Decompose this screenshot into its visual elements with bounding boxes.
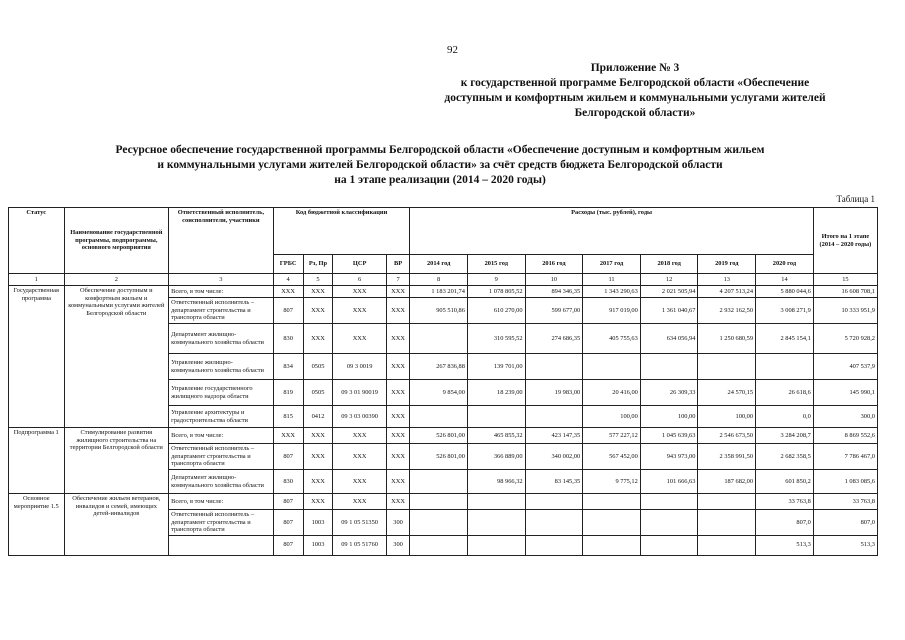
cell-y2018: 2 021 505,94 bbox=[640, 286, 698, 298]
cell-csr: XXX bbox=[333, 444, 386, 470]
table-row bbox=[9, 494, 878, 510]
cell-y2020: 601 850,2 bbox=[756, 470, 814, 494]
row-executor: Управление жилищно-коммунального хозяйства области bbox=[169, 354, 274, 380]
cell-y2018 bbox=[640, 535, 698, 555]
cell-y2016 bbox=[525, 406, 583, 428]
cell-y2019 bbox=[698, 354, 756, 380]
cell-rzpr: 1003 bbox=[303, 510, 333, 536]
cell-y2015: 98 966,32 bbox=[467, 470, 525, 494]
cell-y2014: 1 183 201,74 bbox=[410, 286, 468, 298]
cell-vr: XXX bbox=[386, 444, 410, 470]
cell-csr: XXX bbox=[333, 324, 386, 354]
cell-vr: XXX bbox=[386, 324, 410, 354]
cell-y2018: 1 361 040,67 bbox=[640, 298, 698, 324]
cell-y2015: 1 078 805,52 bbox=[467, 286, 525, 298]
cell-y2020: 5 880 044,6 bbox=[756, 286, 814, 298]
column-number: 9 bbox=[467, 274, 525, 286]
cell-y2019: 1 250 680,59 bbox=[698, 324, 756, 354]
cell-y2017: 20 416,00 bbox=[583, 380, 641, 406]
cell-grbs: 830 bbox=[273, 470, 303, 494]
cell-csr: XXX bbox=[333, 286, 386, 298]
header-executor: Ответственный исполнитель, соисполнители, участники bbox=[169, 208, 274, 274]
column-number: 13 bbox=[698, 274, 756, 286]
cell-y2014 bbox=[410, 406, 468, 428]
cell-y2018: 101 666,63 bbox=[640, 470, 698, 494]
cell-y2014 bbox=[410, 535, 468, 555]
cell-y2014: 905 510,86 bbox=[410, 298, 468, 324]
cell-grbs: 807 bbox=[273, 494, 303, 510]
appendix-line-1: Приложение № 3 bbox=[590, 62, 680, 74]
column-number: 7 bbox=[386, 274, 410, 286]
cell-y2020: 26 618,6 bbox=[756, 380, 814, 406]
cell-vr: 300 bbox=[386, 510, 410, 536]
cell-y2014 bbox=[410, 470, 468, 494]
row-name: Обеспечение жильем ветеранов, инвалидов и семей, имеющих детей-инвалидов bbox=[64, 494, 169, 556]
cell-y2015: 310 595,52 bbox=[467, 324, 525, 354]
title-line-2: и коммунальными услугами жителей Белгородской области» за счёт средств бюджета Белгородской области bbox=[157, 159, 723, 171]
cell-csr: 09 1 05 51350 bbox=[333, 510, 386, 536]
cell-y2018: 100,00 bbox=[640, 406, 698, 428]
cell-grbs: 815 bbox=[273, 406, 303, 428]
page-number: 92 bbox=[447, 44, 458, 56]
cell-total: 8 869 552,6 bbox=[813, 428, 877, 444]
document-title bbox=[80, 143, 800, 188]
cell-y2020: 3 284 208,7 bbox=[756, 428, 814, 444]
cell-vr: XXX bbox=[386, 286, 410, 298]
header-budget-code: Код бюджетной классификации bbox=[273, 208, 410, 255]
row-executor bbox=[169, 535, 274, 555]
cell-y2014 bbox=[410, 510, 468, 536]
appendix-line-4: Белгородской области» bbox=[574, 107, 696, 119]
cell-y2015: 366 889,00 bbox=[467, 444, 525, 470]
cell-y2017: 9 775,12 bbox=[583, 470, 641, 494]
cell-y2016 bbox=[525, 494, 583, 510]
resource-table bbox=[8, 207, 878, 556]
cell-csr: 09 3 01 90019 bbox=[333, 380, 386, 406]
row-executor: Всего, в том числе: bbox=[169, 428, 274, 444]
cell-y2017 bbox=[583, 354, 641, 380]
cell-y2014 bbox=[410, 324, 468, 354]
cell-y2020: 33 763,8 bbox=[756, 494, 814, 510]
cell-y2020 bbox=[756, 354, 814, 380]
column-number-row bbox=[9, 274, 878, 286]
column-number: 6 bbox=[333, 274, 386, 286]
cell-y2015 bbox=[467, 510, 525, 536]
cell-grbs: 819 bbox=[273, 380, 303, 406]
table-body bbox=[9, 286, 878, 556]
row-executor: Ответственный исполнитель – департамент строительства и транспорта области bbox=[169, 444, 274, 470]
cell-rzpr: XXX bbox=[303, 286, 333, 298]
cell-csr: XXX bbox=[333, 298, 386, 324]
cell-total: 807,0 bbox=[813, 510, 877, 536]
cell-grbs: XXX bbox=[273, 428, 303, 444]
cell-total: 145 990,1 bbox=[813, 380, 877, 406]
cell-y2020: 513,3 bbox=[756, 535, 814, 555]
cell-y2019: 24 570,15 bbox=[698, 380, 756, 406]
cell-y2018 bbox=[640, 494, 698, 510]
cell-csr: 09 1 05 51760 bbox=[333, 535, 386, 555]
header-2017: 2017 год bbox=[583, 255, 641, 274]
cell-y2020: 807,0 bbox=[756, 510, 814, 536]
appendix-heading bbox=[425, 61, 845, 121]
cell-y2016: 19 983,00 bbox=[525, 380, 583, 406]
cell-vr: XXX bbox=[386, 380, 410, 406]
cell-vr: XXX bbox=[386, 494, 410, 510]
cell-grbs: 830 bbox=[273, 324, 303, 354]
header-rzpr: Рз, Пр bbox=[303, 255, 333, 274]
row-executor: Департамент жилищно-коммунального хозяйства области bbox=[169, 324, 274, 354]
table-label: Таблица 1 bbox=[836, 194, 875, 204]
column-number: 2 bbox=[64, 274, 169, 286]
header-2014: 2014 год bbox=[410, 255, 468, 274]
cell-total: 513,3 bbox=[813, 535, 877, 555]
cell-rzpr: XXX bbox=[303, 428, 333, 444]
cell-y2019 bbox=[698, 535, 756, 555]
cell-rzpr: XXX bbox=[303, 494, 333, 510]
row-status: Подпрограмма 1 bbox=[9, 428, 65, 494]
cell-y2020: 3 008 271,9 bbox=[756, 298, 814, 324]
cell-rzpr: 0505 bbox=[303, 354, 333, 380]
cell-vr: XXX bbox=[386, 298, 410, 324]
cell-rzpr: 0505 bbox=[303, 380, 333, 406]
cell-vr: XXX bbox=[386, 428, 410, 444]
cell-y2015 bbox=[467, 494, 525, 510]
cell-y2018: 26 309,33 bbox=[640, 380, 698, 406]
cell-y2016 bbox=[525, 354, 583, 380]
cell-y2018 bbox=[640, 510, 698, 536]
cell-vr: 300 bbox=[386, 535, 410, 555]
cell-grbs: 807 bbox=[273, 298, 303, 324]
cell-y2015: 18 239,00 bbox=[467, 380, 525, 406]
column-number: 12 bbox=[640, 274, 698, 286]
row-name: Стимулирование развития жилищного строительства на территории Белгородской области bbox=[64, 428, 169, 494]
cell-y2018: 1 045 639,63 bbox=[640, 428, 698, 444]
cell-y2016: 423 147,35 bbox=[525, 428, 583, 444]
header-2018: 2018 год bbox=[640, 255, 698, 274]
row-executor: Всего, в том числе: bbox=[169, 494, 274, 510]
column-number: 4 bbox=[273, 274, 303, 286]
cell-y2018: 943 973,00 bbox=[640, 444, 698, 470]
cell-vr: XXX bbox=[386, 406, 410, 428]
cell-grbs: 807 bbox=[273, 535, 303, 555]
appendix-line-3: доступным и комфортным жильем и коммунальными услугами жителей bbox=[444, 92, 826, 104]
cell-y2015: 610 270,00 bbox=[467, 298, 525, 324]
header-2020: 2020 год bbox=[756, 255, 814, 274]
header-status: Статус bbox=[9, 208, 65, 274]
column-number: 5 bbox=[303, 274, 333, 286]
header-2015: 2015 год bbox=[467, 255, 525, 274]
cell-rzpr: XXX bbox=[303, 470, 333, 494]
cell-y2016: 599 677,00 bbox=[525, 298, 583, 324]
row-executor: Ответственный исполнитель – департамент строительства и транспорта области bbox=[169, 510, 274, 536]
cell-y2017: 405 755,63 bbox=[583, 324, 641, 354]
cell-y2019: 100,00 bbox=[698, 406, 756, 428]
cell-vr: XXX bbox=[386, 470, 410, 494]
header-2019: 2019 год bbox=[698, 255, 756, 274]
row-executor: Ответственный исполнитель – департамент строительства и транспорта области bbox=[169, 298, 274, 324]
header-vr: ВР bbox=[386, 255, 410, 274]
cell-y2016 bbox=[525, 535, 583, 555]
cell-rzpr: XXX bbox=[303, 444, 333, 470]
cell-total: 10 333 951,9 bbox=[813, 298, 877, 324]
cell-y2017: 1 343 290,63 bbox=[583, 286, 641, 298]
header-csr: ЦСР bbox=[333, 255, 386, 274]
cell-y2017 bbox=[583, 494, 641, 510]
cell-y2016 bbox=[525, 510, 583, 536]
cell-y2020: 2 682 358,5 bbox=[756, 444, 814, 470]
cell-total: 16 608 708,1 bbox=[813, 286, 877, 298]
cell-y2017: 917 019,00 bbox=[583, 298, 641, 324]
cell-y2017: 100,00 bbox=[583, 406, 641, 428]
title-line-1: Ресурсное обеспечение государственной программы Белгородской области «Обеспечение доступным и комфортным жильем bbox=[115, 144, 765, 156]
title-line-3: на 1 этапе реализации (2014 – 2020 годы) bbox=[334, 174, 546, 186]
column-number: 3 bbox=[169, 274, 274, 286]
cell-y2020: 2 845 154,1 bbox=[756, 324, 814, 354]
cell-grbs: 807 bbox=[273, 444, 303, 470]
column-number: 15 bbox=[813, 274, 877, 286]
cell-y2017: 577 227,12 bbox=[583, 428, 641, 444]
column-number: 1 bbox=[9, 274, 65, 286]
cell-y2018: 634 056,94 bbox=[640, 324, 698, 354]
cell-y2019: 2 932 162,50 bbox=[698, 298, 756, 324]
cell-csr: 09 3 0019 bbox=[333, 354, 386, 380]
cell-csr: XXX bbox=[333, 470, 386, 494]
cell-total: 300,0 bbox=[813, 406, 877, 428]
cell-total: 5 720 928,2 bbox=[813, 324, 877, 354]
cell-vr: XXX bbox=[386, 354, 410, 380]
cell-y2017 bbox=[583, 510, 641, 536]
cell-y2014: 9 854,00 bbox=[410, 380, 468, 406]
row-status: Государственная программа bbox=[9, 286, 65, 428]
cell-y2019: 187 682,00 bbox=[698, 470, 756, 494]
column-number: 14 bbox=[756, 274, 814, 286]
cell-rzpr: 1003 bbox=[303, 535, 333, 555]
cell-y2019 bbox=[698, 494, 756, 510]
cell-y2016: 274 686,35 bbox=[525, 324, 583, 354]
cell-y2015 bbox=[467, 406, 525, 428]
appendix-line-2: к государственной программе Белгородской области «Обеспечение bbox=[460, 77, 810, 89]
cell-csr: XXX bbox=[333, 494, 386, 510]
row-name: Обеспечение доступным и комфортным жильем и коммунальными услугами жителей Белгородской области bbox=[64, 286, 169, 428]
cell-rzpr: XXX bbox=[303, 298, 333, 324]
header-expenses: Расходы (тыс. рублей), годы bbox=[410, 208, 813, 255]
cell-y2020: 0,0 bbox=[756, 406, 814, 428]
cell-csr: 09 3 03 00390 bbox=[333, 406, 386, 428]
header-name: Наименование государственной программы, подпрограммы, основного мероприятия bbox=[64, 208, 169, 274]
row-executor: Департамент жилищно-коммунального хозяйства области bbox=[169, 470, 274, 494]
cell-y2019: 4 207 513,24 bbox=[698, 286, 756, 298]
cell-grbs: XXX bbox=[273, 286, 303, 298]
cell-grbs: 834 bbox=[273, 354, 303, 380]
cell-rzpr: XXX bbox=[303, 324, 333, 354]
cell-y2015: 139 701,00 bbox=[467, 354, 525, 380]
column-number: 10 bbox=[525, 274, 583, 286]
cell-y2014: 526 801,00 bbox=[410, 428, 468, 444]
header-total: Итого на 1 этапе (2014 – 2020 годы) bbox=[813, 208, 877, 274]
cell-y2017: 567 452,00 bbox=[583, 444, 641, 470]
cell-csr: XXX bbox=[333, 428, 386, 444]
cell-total: 7 786 467,0 bbox=[813, 444, 877, 470]
row-executor: Всего, в том числе: bbox=[169, 286, 274, 298]
cell-rzpr: 0412 bbox=[303, 406, 333, 428]
cell-y2014: 526 801,00 bbox=[410, 444, 468, 470]
table-row bbox=[9, 428, 878, 444]
cell-y2018 bbox=[640, 354, 698, 380]
header-2016: 2016 год bbox=[525, 255, 583, 274]
row-executor: Управление архитектуры и градостроительства области bbox=[169, 406, 274, 428]
row-executor: Управление государственного жилищного надзора области bbox=[169, 380, 274, 406]
table-header bbox=[9, 208, 878, 286]
header-grbs: ГРБС bbox=[273, 255, 303, 274]
cell-y2016: 340 002,00 bbox=[525, 444, 583, 470]
cell-y2016: 894 346,35 bbox=[525, 286, 583, 298]
column-number: 8 bbox=[410, 274, 468, 286]
cell-y2019: 2 546 673,50 bbox=[698, 428, 756, 444]
row-status: Основное мероприятие 1.5 bbox=[9, 494, 65, 556]
cell-y2017 bbox=[583, 535, 641, 555]
column-number: 11 bbox=[583, 274, 641, 286]
cell-y2019: 2 358 991,50 bbox=[698, 444, 756, 470]
cell-y2014 bbox=[410, 494, 468, 510]
cell-y2019 bbox=[698, 510, 756, 536]
cell-y2015: 465 855,32 bbox=[467, 428, 525, 444]
cell-y2015 bbox=[467, 535, 525, 555]
cell-total: 33 763,8 bbox=[813, 494, 877, 510]
cell-y2016: 83 145,35 bbox=[525, 470, 583, 494]
cell-y2014: 267 836,88 bbox=[410, 354, 468, 380]
table-row bbox=[9, 286, 878, 298]
cell-total: 407 537,9 bbox=[813, 354, 877, 380]
cell-grbs: 807 bbox=[273, 510, 303, 536]
cell-total: 1 083 085,6 bbox=[813, 470, 877, 494]
